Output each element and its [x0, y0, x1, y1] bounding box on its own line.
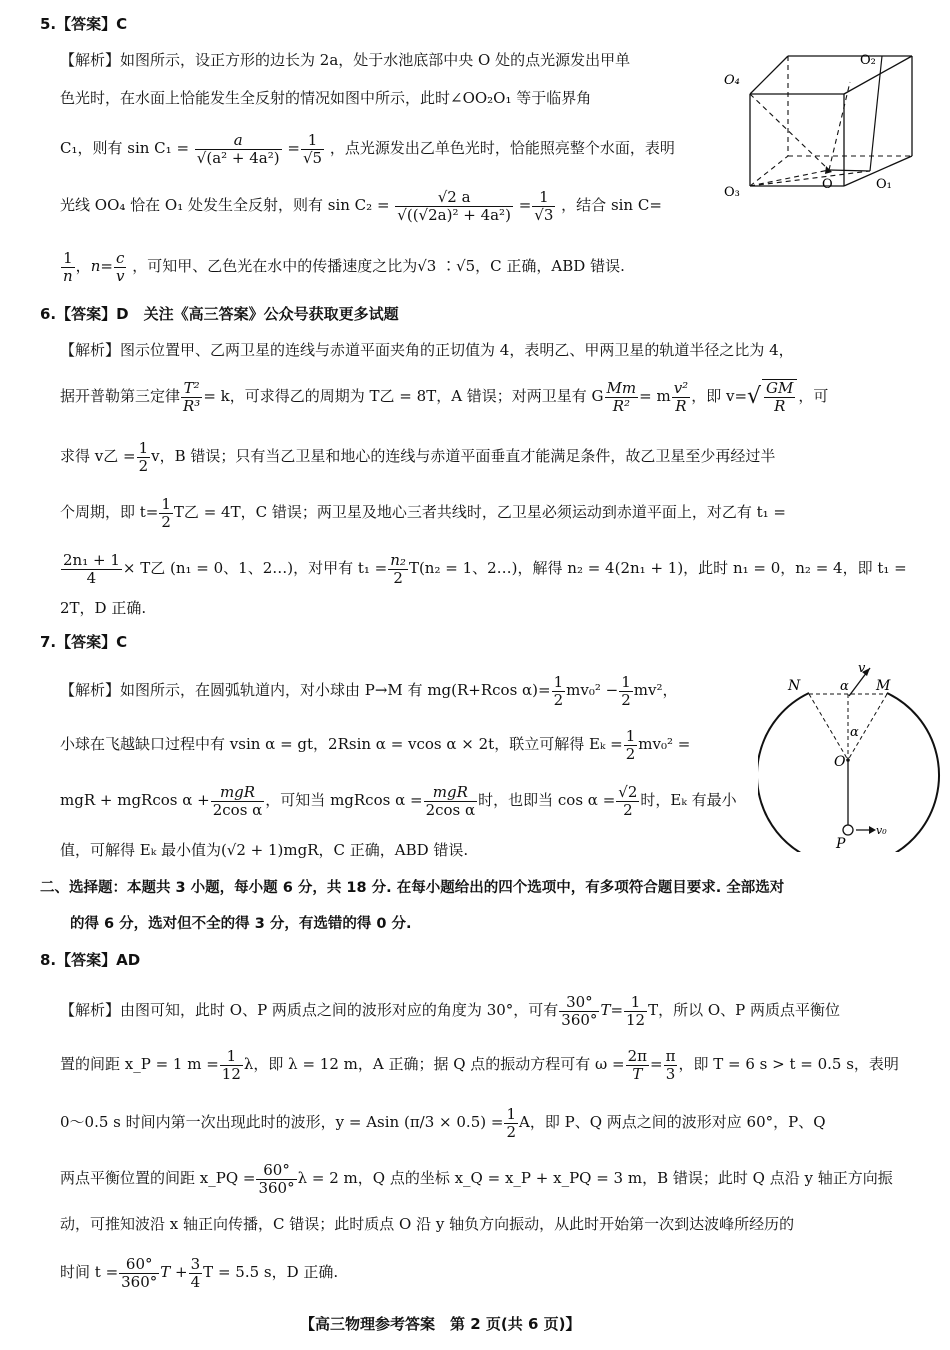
section2-heading-line2: 的得 6 分，选对但不全的得 3 分，有选错的得 0 分.	[70, 916, 412, 932]
q6-analysis-line6: 2T，D 正确.	[60, 599, 147, 617]
q6-analysis-line1: 【解析】图示位置甲、乙两卫星的连线与赤道平面夹角的正切值为 4，表明乙、甲两卫星的轨道半径之比为 4，	[60, 341, 794, 359]
label-o1: O₁	[876, 177, 892, 192]
label-v: v	[858, 661, 866, 676]
q8-answer-heading: 8.【答案】AD	[40, 951, 141, 969]
label-o3: O₃	[724, 185, 740, 200]
label-n: N	[788, 678, 801, 694]
q6-analysis-line4: 个周期，即 t= $\frac{1}{2}$ T乙 = 4T，C 错误；两卫星及地心三者共线时，乙卫星必须运动到赤道平面上，对乙有 t₁ =	[60, 494, 786, 531]
section2-heading-line1: 二、选择题：本题共 3 小题，每小题 6 分，共 18 分. 在每小题给出的四个选项中，有多项符合题目要求. 全部选对	[40, 880, 785, 896]
q5-analysis-line4: 光线 OO₄ 恰在 O₁ 处发生全反射，则有 sin C₂ = $\frac{√2 a}{\text{√((√2a)² + 4a²)}}$ = $\frac{1}{√3}$ ，结合 sin C=	[60, 187, 662, 224]
label-o2: O₂	[860, 53, 876, 68]
label-o4: O₄	[724, 73, 740, 88]
q5-analysis-line2: 色光时，在水面上恰能发生全反射的情况如图中所示，此时∠OO₂O₁ 等于临界角	[60, 89, 592, 107]
q7-analysis-line1: 【解析】如图所示，在圆弧轨道内，对小球由 P→M 有 mg(R+Rcos α)= $\frac{1}{2}$ mv₀² − $\frac{1}{2}$ mv²，	[60, 672, 678, 709]
label-alpha-mid: α	[850, 725, 859, 740]
q5-analysis-line3: C₁，则有 sin C₁ = $\frac{a}{\text{√(a² + 4a²)}}$ = $\frac{1}{√5}$ ，点光源发出乙单色光时，恰能照亮整个水面，表明	[60, 130, 675, 167]
q7-answer-heading: 7.【答案】C	[40, 633, 128, 651]
label-alpha-top: α	[840, 679, 849, 694]
label-v0: v₀	[876, 824, 887, 837]
q7-analysis-line4: 值，可解得 Eₖ 最小值为(√2 + 1)mgR，C 正确，ABD 错误.	[60, 841, 469, 859]
page-footer: 【高三物理参考答案 第 2 页(共 6 页)】	[300, 1315, 581, 1333]
label-m: M	[876, 678, 891, 694]
q8-analysis-line1: 【解析】由图可知，此时 O、P 两质点之间的波形对应的角度为 30°，可有 $\frac{30^\circ}{360^\circ}$ T= $\frac{1}{12}$ T，所以 O、P 两质点平衡位	[60, 992, 841, 1029]
q8-analysis-line3: 0～0.5 s 时间内第一次出现此时的波形，y = Asin (π/3 × 0.5) = $\frac{1}{2}$ A，即 P、Q 两点之间的波形对应 60°，P、Q	[60, 1104, 826, 1141]
q8-analysis-line5: 动，可推知波沿 x 轴正向传播，C 错误；此时质点 O 沿 y 轴负方向振动，从此时开始第一次到达波峰所经历的	[60, 1215, 795, 1233]
q5-analysis-line5: $\frac{1}{n}$ ，n= $\frac{c}{v}$ ，可知甲、乙色光在水中的传播速度之比为√3 ∶√5，C 正确，ABD 错误.	[63, 248, 625, 285]
q5-cube-figure	[722, 46, 918, 204]
q5-analysis-line1: 【解析】如图所示，设正方形的边长为 2a，处于水池底部中央 O 处的点光源发出甲单	[60, 51, 631, 69]
q6-analysis-line3: 求得 v乙 = $\frac{1}{2}$ v，B 错误；只有当乙卫星和地心的连线与赤道平面垂直才能满足条件，故乙卫星至少再经过半	[60, 438, 776, 475]
q6-answer-heading: 6.【答案】D 关注《高三答案》公众号获取更多试题	[40, 305, 399, 323]
q8-analysis-line2: 置的间距 x_P = 1 m = $\frac{1}{12}$ λ，即 λ = 12 m，A 正确；据 Q 点的振动方程可有 ω = $\frac{2\pi}{T}$ = $\frac{\pi}{3}$ ，即 T = 6 s > t = 0.5 s，表明	[60, 1046, 899, 1083]
q5-answer-heading: 5.【答案】C	[40, 15, 128, 33]
q7-analysis-line2: 小球在飞越缺口过程中有 vsin α = gt，2Rsin α = vcos α × 2t，联立可解得 Eₖ = $\frac{1}{2}$ mv₀² =	[60, 726, 691, 763]
q7-analysis-line3: mgR + mgRcos α + $\frac{\text{mgR}}{\text{2cos α}}$ ，可知当 mgRcos α = $\frac{\text{mgR}}{\text{2cos α}}$ 时，也即当 cos α = $\frac{√2}{2}$ 时，Eₖ 有最小	[60, 782, 737, 819]
q8-analysis-line6: 时间 t = $\frac{60^\circ}{360^\circ}$ T + $\frac{3}{4}$ T = 5.5 s，D 正确.	[60, 1254, 339, 1291]
q7-circle-figure	[758, 660, 948, 852]
label-o: O	[834, 754, 846, 770]
q6-analysis-line5: $\frac{\text{2n₁ + 1}}{4}$ × T乙 (n₁ = 0、1、2…)，对甲有 t₁ = $\frac{\text{n₂}}{2}$ T(n₂ = 1、2…)，解得 n₂ = 4(2n₁ + 1)，此时 n₁ = 0，n₂ = 4，即 t₁ =	[63, 550, 907, 587]
label-p: P	[836, 836, 846, 852]
label-o: O	[822, 177, 833, 192]
q8-analysis-line4: 两点平衡位置的间距 x_PQ = $\frac{60^\circ}{360^\circ}$ λ = 2 m，Q 点的坐标 x_Q = x_P + x_PQ = 3 m，B 错误；此时 Q 点沿 y 轴正方向振	[60, 1160, 893, 1197]
q6-analysis-line2: 据开普勒第三定律 $\frac{\text{T²}}{\text{R³}}$ = k，可求得乙的周期为 T乙 = 8T，A 错误；对两卫星有 G $\frac{Mm}{\text{R²}}$ = m $\frac{\text{v²}}{R}$ ，即 v=√ $\frac{GM}{R}$ ，可	[60, 378, 829, 415]
